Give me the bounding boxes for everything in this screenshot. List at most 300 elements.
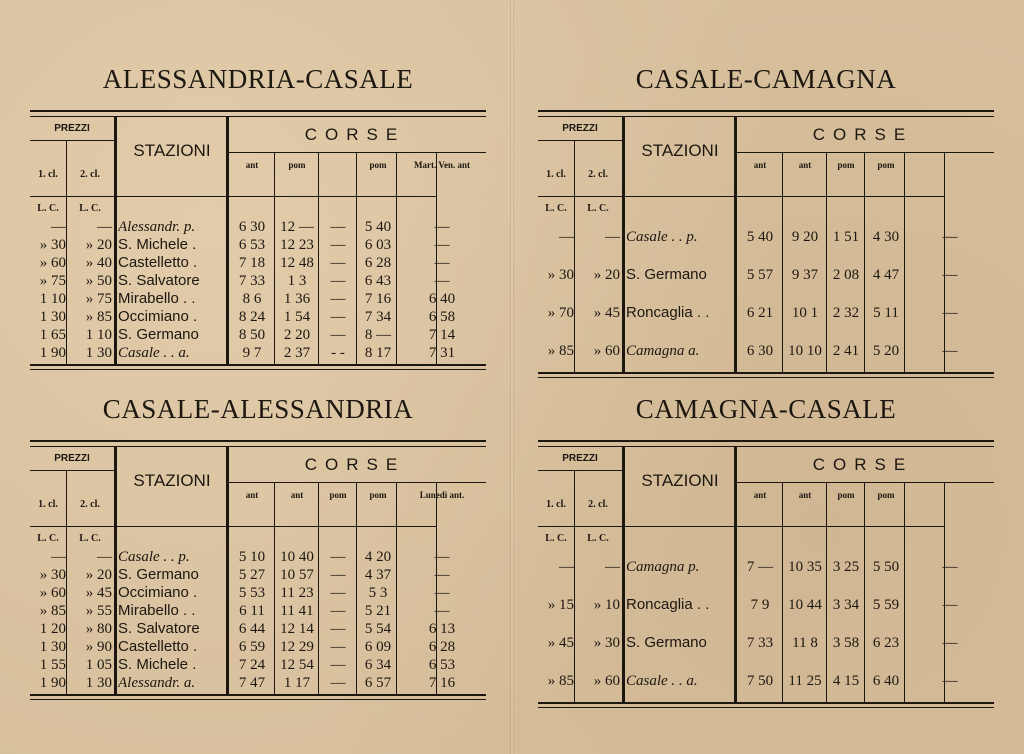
top-double-rule bbox=[538, 440, 994, 442]
prezzi-rule bbox=[30, 140, 114, 141]
departure-time: 6 58 bbox=[428, 309, 456, 325]
price-second-class: 1 05 bbox=[85, 657, 112, 673]
station-name: Mirabello . . bbox=[118, 290, 196, 307]
table-row bbox=[30, 218, 486, 236]
table-row bbox=[538, 342, 994, 360]
bottom-rule-thin bbox=[30, 699, 486, 700]
departure-time: — bbox=[434, 219, 450, 235]
top-double-rule bbox=[30, 440, 486, 442]
station-name: Casale . . a. bbox=[626, 673, 698, 689]
departure-time: 5 59 bbox=[872, 597, 900, 613]
station-name: Alessandr. p. bbox=[118, 219, 196, 235]
departure-time: — bbox=[330, 291, 346, 307]
price-first-class: » 85 bbox=[547, 673, 574, 689]
departure-time: — bbox=[330, 237, 346, 253]
departure-time: 7 16 bbox=[428, 675, 456, 691]
table-row bbox=[30, 602, 486, 620]
departure-time: 6 43 bbox=[364, 273, 392, 289]
departure-time: — bbox=[330, 639, 346, 655]
departure-time: — bbox=[330, 327, 346, 343]
run-header: pom bbox=[329, 490, 347, 500]
table-row bbox=[30, 290, 486, 308]
price-second-class: 1 30 bbox=[85, 345, 112, 361]
departure-time: 2 20 bbox=[283, 327, 311, 343]
station-name: Casale . . p. bbox=[118, 549, 190, 565]
departure-time: 6 11 bbox=[239, 603, 265, 619]
station-name: Casale . . p. bbox=[626, 229, 698, 245]
column-divider bbox=[904, 482, 905, 702]
station-name: Occimiano . bbox=[118, 584, 198, 601]
column-divider bbox=[904, 152, 905, 372]
header-corse: CORSE bbox=[304, 455, 406, 474]
departure-time: 5 54 bbox=[364, 621, 392, 637]
departure-time: 6 44 bbox=[238, 621, 266, 637]
header-lc: L. C. bbox=[37, 203, 59, 214]
departure-time: 7 33 bbox=[238, 273, 266, 289]
top-double-rule bbox=[30, 110, 486, 112]
timetable-grid bbox=[538, 430, 994, 708]
departure-time: 6 13 bbox=[428, 621, 456, 637]
table-row bbox=[538, 596, 994, 614]
departure-time: — bbox=[434, 585, 450, 601]
price-second-class: » 30 bbox=[593, 635, 620, 651]
departure-time: 5 21 bbox=[364, 603, 392, 619]
header-lc: L. C. bbox=[587, 203, 609, 214]
departure-time: — bbox=[434, 237, 450, 253]
price-second-class: 1 10 bbox=[85, 327, 112, 343]
table-row bbox=[538, 304, 994, 322]
departure-time: — bbox=[330, 567, 346, 583]
price-first-class: » 85 bbox=[547, 343, 574, 359]
departure-time: 5 27 bbox=[238, 567, 266, 583]
departure-time: 2 37 bbox=[283, 345, 311, 361]
price-first-class: 1 30 bbox=[39, 639, 66, 655]
column-divider bbox=[574, 140, 575, 372]
departure-time: 6 21 bbox=[746, 305, 774, 321]
station-name: Roncaglia . . bbox=[626, 596, 710, 613]
departure-time: 5 40 bbox=[746, 229, 774, 245]
header-lc: L. C. bbox=[37, 533, 59, 544]
column-divider bbox=[574, 470, 575, 702]
departure-time: 5 53 bbox=[238, 585, 266, 601]
station-name: Alessandr. a. bbox=[118, 675, 196, 691]
header-stazioni: STAZIONI bbox=[133, 141, 211, 160]
top-double-rule bbox=[538, 110, 994, 112]
departure-time: 4 15 bbox=[832, 673, 860, 689]
run-header: ant bbox=[798, 490, 812, 500]
prezzi-rule bbox=[538, 140, 622, 141]
table-row bbox=[30, 566, 486, 584]
departure-time: 3 58 bbox=[832, 635, 860, 651]
departure-time: — bbox=[330, 603, 346, 619]
bottom-rule bbox=[538, 702, 994, 704]
departure-time: 7 16 bbox=[364, 291, 392, 307]
run-header: ant bbox=[245, 160, 259, 170]
price-second-class: 1 30 bbox=[85, 675, 112, 691]
departure-time: 12 23 bbox=[280, 237, 314, 253]
departure-time: — bbox=[942, 559, 958, 575]
departure-time: - - bbox=[331, 345, 345, 361]
bottom-rule bbox=[538, 372, 994, 374]
station-name: S. Germano bbox=[626, 266, 707, 283]
price-first-class: 1 65 bbox=[39, 327, 66, 343]
header-1-cl: 1. cl. bbox=[546, 499, 566, 510]
subheader-rule bbox=[538, 526, 944, 527]
departure-time: 7 47 bbox=[238, 675, 266, 691]
departure-time: — bbox=[942, 635, 958, 651]
table-row bbox=[30, 674, 486, 692]
column-divider bbox=[864, 152, 865, 372]
price-second-class: » 90 bbox=[85, 639, 112, 655]
column-divider bbox=[782, 482, 783, 702]
departure-time: 6 57 bbox=[364, 675, 392, 691]
price-first-class: » 30 bbox=[39, 237, 66, 253]
departure-time: 10 35 bbox=[788, 559, 822, 575]
price-first-class: 1 90 bbox=[39, 345, 66, 361]
top-double-rule-thin bbox=[538, 116, 994, 117]
price-first-class: — bbox=[559, 229, 574, 245]
departure-time: 11 8 bbox=[792, 635, 818, 651]
price-second-class: » 50 bbox=[85, 273, 112, 289]
header-lc: L. C. bbox=[79, 203, 101, 214]
header-stazioni: STAZIONI bbox=[641, 141, 719, 160]
station-name: Camagna a. bbox=[626, 343, 700, 359]
station-name: S. Salvatore bbox=[118, 272, 200, 289]
departure-time: 6 40 bbox=[428, 291, 456, 307]
station-name: S. Germano bbox=[118, 566, 199, 583]
header-stazioni: STAZIONI bbox=[133, 471, 211, 490]
top-double-rule-thin bbox=[30, 446, 486, 447]
departure-time: 5 57 bbox=[746, 267, 774, 283]
table-row bbox=[538, 228, 994, 246]
station-name: Mirabello . . bbox=[118, 602, 196, 619]
departure-time: — bbox=[942, 229, 958, 245]
station-name: S. Michele . bbox=[118, 236, 197, 253]
run-header: ant bbox=[753, 160, 767, 170]
price-first-class: — bbox=[51, 549, 66, 565]
price-first-class: » 75 bbox=[39, 273, 66, 289]
bottom-rule-thin bbox=[538, 377, 994, 378]
departure-time: 10 57 bbox=[280, 567, 314, 583]
departure-time: 11 41 bbox=[280, 603, 314, 619]
timetable-grid bbox=[538, 100, 994, 378]
column-divider bbox=[944, 482, 945, 702]
run-header: pom bbox=[369, 490, 387, 500]
price-second-class: » 60 bbox=[593, 343, 620, 359]
departure-time: 11 25 bbox=[788, 673, 822, 689]
departure-time: 1 36 bbox=[283, 291, 311, 307]
table-row bbox=[538, 266, 994, 284]
departure-time: 8 — bbox=[364, 327, 392, 343]
timetable-grid bbox=[30, 100, 486, 370]
table-row bbox=[30, 236, 486, 254]
departure-time: 8 50 bbox=[238, 327, 266, 343]
price-second-class: » 20 bbox=[85, 237, 112, 253]
table-row bbox=[30, 344, 486, 362]
departure-time: — bbox=[942, 343, 958, 359]
price-first-class: 1 30 bbox=[39, 309, 66, 325]
departure-time: 7 18 bbox=[238, 255, 266, 271]
run-header: pom bbox=[877, 490, 895, 500]
departure-time: — bbox=[434, 567, 450, 583]
price-first-class: » 60 bbox=[39, 585, 66, 601]
departure-time: 1 17 bbox=[283, 675, 311, 691]
prezzi-rule bbox=[538, 470, 622, 471]
header-1-cl: 1. cl. bbox=[546, 169, 566, 180]
departure-time: 9 37 bbox=[791, 267, 819, 283]
departure-time: 6 09 bbox=[364, 639, 392, 655]
header-prezzi: PREZZI bbox=[562, 453, 598, 464]
header-lc: L. C. bbox=[79, 533, 101, 544]
departure-time: 8 24 bbox=[238, 309, 266, 325]
price-first-class: » 60 bbox=[39, 255, 66, 271]
table-row bbox=[538, 558, 994, 576]
header-corse: CORSE bbox=[304, 125, 406, 144]
departure-time: 6 30 bbox=[238, 219, 266, 235]
run-header: ant bbox=[798, 160, 812, 170]
departure-time: — bbox=[330, 585, 346, 601]
departure-time: 7 31 bbox=[428, 345, 456, 361]
departure-time: 6 40 bbox=[872, 673, 900, 689]
departure-time: 4 37 bbox=[364, 567, 392, 583]
table-row bbox=[30, 620, 486, 638]
departure-time: 2 32 bbox=[832, 305, 860, 321]
price-second-class: » 75 bbox=[85, 291, 112, 307]
departure-time: 1 54 bbox=[283, 309, 311, 325]
departure-time: — bbox=[434, 273, 450, 289]
station-name: Casale . . a. bbox=[118, 345, 190, 361]
header-2-cl: 2. cl. bbox=[588, 499, 608, 510]
departure-time: 12 48 bbox=[280, 255, 314, 271]
column-divider bbox=[782, 152, 783, 372]
departure-time: — bbox=[942, 267, 958, 283]
timetable-grid bbox=[30, 430, 486, 700]
price-second-class: » 40 bbox=[85, 255, 112, 271]
header-1-cl: 1. cl. bbox=[38, 169, 58, 180]
price-first-class: » 70 bbox=[547, 305, 574, 321]
departure-time: 5 40 bbox=[364, 219, 392, 235]
station-name: Camagna p. bbox=[626, 559, 700, 575]
price-first-class: » 85 bbox=[39, 603, 66, 619]
header-corse: CORSE bbox=[812, 125, 914, 144]
departure-time: 5 11 bbox=[873, 305, 899, 321]
header-lc: L. C. bbox=[545, 533, 567, 544]
departure-time: — bbox=[330, 255, 346, 271]
column-divider bbox=[826, 152, 827, 372]
departure-time: 6 28 bbox=[364, 255, 392, 271]
station-name: S. Michele . bbox=[118, 656, 197, 673]
departure-time: 3 34 bbox=[832, 597, 860, 613]
station-name: Castelletto . bbox=[118, 254, 198, 271]
header-stazioni: STAZIONI bbox=[641, 471, 719, 490]
bottom-rule bbox=[30, 364, 486, 366]
departure-time: — bbox=[330, 657, 346, 673]
price-first-class: 1 20 bbox=[39, 621, 66, 637]
price-second-class: — bbox=[605, 559, 620, 575]
price-second-class: — bbox=[97, 549, 112, 565]
run-header: pom bbox=[837, 160, 855, 170]
price-first-class: — bbox=[559, 559, 574, 575]
station-name: Occimiano . bbox=[118, 308, 198, 325]
table-row bbox=[30, 656, 486, 674]
header-lc: L. C. bbox=[545, 203, 567, 214]
price-second-class: » 85 bbox=[85, 309, 112, 325]
table-row bbox=[30, 272, 486, 290]
departure-time: 5 50 bbox=[872, 559, 900, 575]
departure-time: 6 23 bbox=[872, 635, 900, 651]
departure-time: 1 3 bbox=[287, 273, 307, 289]
price-second-class: » 45 bbox=[85, 585, 112, 601]
departure-time: — bbox=[434, 255, 450, 271]
header-prezzi: PREZZI bbox=[562, 123, 598, 134]
table-row bbox=[30, 584, 486, 602]
run-header: pom bbox=[288, 160, 306, 170]
departure-time: 12 14 bbox=[280, 621, 314, 637]
departure-time: 10 40 bbox=[280, 549, 314, 565]
price-second-class: » 10 bbox=[593, 597, 620, 613]
departure-time: — bbox=[330, 273, 346, 289]
table-title: ALESSANDRIA-CASALE bbox=[102, 64, 414, 94]
price-first-class: » 30 bbox=[39, 567, 66, 583]
departure-time: 6 53 bbox=[238, 237, 266, 253]
departure-time: 11 23 bbox=[280, 585, 314, 601]
departure-time: — bbox=[434, 603, 450, 619]
bottom-rule bbox=[30, 694, 486, 696]
run-header: pom bbox=[877, 160, 895, 170]
departure-time: 6 03 bbox=[364, 237, 392, 253]
departure-time: 10 10 bbox=[788, 343, 822, 359]
table-row bbox=[30, 308, 486, 326]
departure-time: 10 1 bbox=[791, 305, 819, 321]
departure-time: 9 20 bbox=[791, 229, 819, 245]
header-1-cl: 1. cl. bbox=[38, 499, 58, 510]
station-name: Roncaglia . . bbox=[626, 304, 710, 321]
departure-time: — bbox=[434, 549, 450, 565]
departure-time: 4 47 bbox=[872, 267, 900, 283]
run-header: pom bbox=[837, 490, 855, 500]
station-name: S. Salvatore bbox=[118, 620, 200, 637]
departure-time: — bbox=[330, 309, 346, 325]
header-2-cl: 2. cl. bbox=[80, 169, 100, 180]
departure-time: 8 17 bbox=[364, 345, 392, 361]
header-2-cl: 2. cl. bbox=[80, 499, 100, 510]
departure-time: 2 41 bbox=[832, 343, 860, 359]
departure-time: 7 14 bbox=[428, 327, 456, 343]
table-title: CASALE-ALESSANDRIA bbox=[102, 394, 414, 424]
departure-time: 7 34 bbox=[364, 309, 392, 325]
run-header: ant bbox=[290, 490, 304, 500]
table-row bbox=[30, 638, 486, 656]
run-header: Lunedì ant. bbox=[419, 490, 465, 500]
price-first-class: 1 90 bbox=[39, 675, 66, 691]
departure-time: 4 30 bbox=[872, 229, 900, 245]
departure-time: — bbox=[330, 549, 346, 565]
departure-time: 6 59 bbox=[238, 639, 266, 655]
departure-time: 2 08 bbox=[832, 267, 860, 283]
departure-time: — bbox=[330, 219, 346, 235]
departure-time: 6 34 bbox=[364, 657, 392, 673]
bottom-rule-thin bbox=[30, 369, 486, 370]
departure-time: 3 25 bbox=[832, 559, 860, 575]
run-header: ant bbox=[245, 490, 259, 500]
header-2-cl: 2. cl. bbox=[588, 169, 608, 180]
header-prezzi: PREZZI bbox=[54, 453, 90, 464]
column-divider bbox=[826, 482, 827, 702]
departure-time: — bbox=[942, 305, 958, 321]
bottom-rule-thin bbox=[538, 707, 994, 708]
departure-time: 12 29 bbox=[280, 639, 314, 655]
prezzi-rule bbox=[30, 470, 114, 471]
departure-time: 7 33 bbox=[746, 635, 774, 651]
table-row bbox=[30, 326, 486, 344]
subheader-rule bbox=[30, 196, 436, 197]
top-double-rule-thin bbox=[538, 446, 994, 447]
departure-time: 12 54 bbox=[280, 657, 314, 673]
price-second-class: — bbox=[605, 229, 620, 245]
price-first-class: » 15 bbox=[547, 597, 574, 613]
top-double-rule-thin bbox=[30, 116, 486, 117]
departure-time: 6 28 bbox=[428, 639, 456, 655]
departure-time: 5 10 bbox=[238, 549, 266, 565]
departure-time: 7 — bbox=[746, 559, 774, 575]
departure-time: 7 9 bbox=[750, 597, 770, 613]
header-corse: CORSE bbox=[812, 455, 914, 474]
departure-time: 6 53 bbox=[428, 657, 456, 673]
departure-time: 5 3 bbox=[368, 585, 388, 601]
departure-time: 9 7 bbox=[242, 345, 262, 361]
departure-time: — bbox=[942, 597, 958, 613]
station-name: Castelletto . bbox=[118, 638, 198, 655]
departure-time: — bbox=[942, 673, 958, 689]
table-row bbox=[30, 254, 486, 272]
price-second-class: » 80 bbox=[85, 621, 112, 637]
table-row bbox=[30, 548, 486, 566]
column-divider bbox=[864, 482, 865, 702]
subheader-rule bbox=[30, 526, 436, 527]
header-prezzi: PREZZI bbox=[54, 123, 90, 134]
station-name: S. Germano bbox=[626, 634, 707, 651]
run-header: pom bbox=[369, 160, 387, 170]
price-second-class: » 55 bbox=[85, 603, 112, 619]
station-name: S. Germano bbox=[118, 326, 199, 343]
departure-time: — bbox=[330, 675, 346, 691]
departure-time: — bbox=[330, 621, 346, 637]
price-second-class: » 45 bbox=[593, 305, 620, 321]
price-first-class: 1 55 bbox=[39, 657, 66, 673]
column-divider bbox=[944, 152, 945, 372]
price-second-class: » 20 bbox=[85, 567, 112, 583]
run-header: ant bbox=[753, 490, 767, 500]
departure-time: 7 24 bbox=[238, 657, 266, 673]
price-second-class: — bbox=[97, 219, 112, 235]
price-first-class: — bbox=[51, 219, 66, 235]
price-first-class: 1 10 bbox=[39, 291, 66, 307]
header-lc: L. C. bbox=[587, 533, 609, 544]
price-first-class: » 45 bbox=[547, 635, 574, 651]
price-first-class: » 30 bbox=[547, 267, 574, 283]
table-title: CASALE-CAMAGNA bbox=[635, 64, 897, 94]
departure-time: 12 — bbox=[280, 219, 314, 235]
departure-time: 8 6 bbox=[242, 291, 262, 307]
departure-time: 5 20 bbox=[872, 343, 900, 359]
departure-time: 4 20 bbox=[364, 549, 392, 565]
departure-time: 7 50 bbox=[746, 673, 774, 689]
departure-time: 6 30 bbox=[746, 343, 774, 359]
table-row bbox=[538, 672, 994, 690]
departure-time: 1 51 bbox=[832, 229, 860, 245]
departure-time: 10 44 bbox=[788, 597, 822, 613]
table-row bbox=[538, 634, 994, 652]
